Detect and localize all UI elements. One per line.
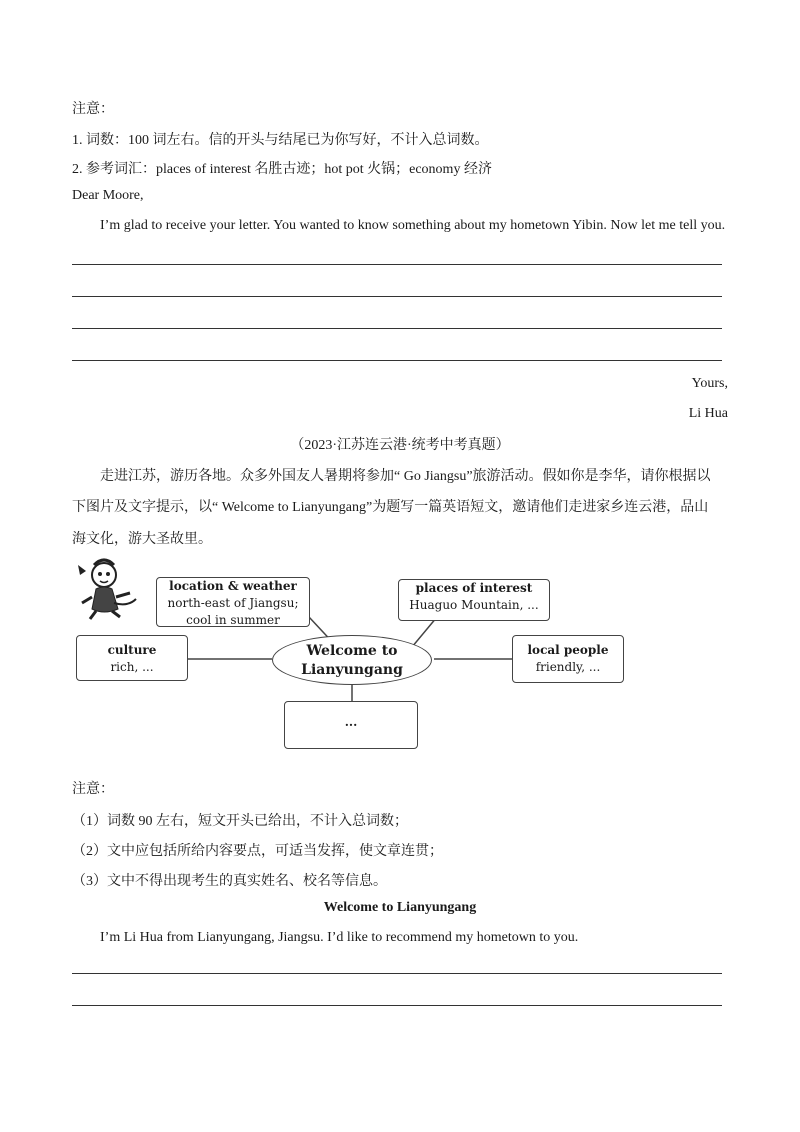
writing-line[interactable] xyxy=(72,973,722,974)
essay-opening: I’m Li Hua from Lianyungang, Jiangsu. I’d like to recommend my hometown to you. xyxy=(100,930,579,945)
writing-line[interactable] xyxy=(72,264,722,265)
letter-opening: I’m glad to receive your letter. You wanted to know something about my hometown Yibin. Now let me tell you. xyxy=(100,218,726,233)
prompt-line-2: 下图片及文字提示，以“ Welcome to Lianyungang”为题写一篇英语短文，邀请他们走进家乡连云港，品山 xyxy=(72,500,709,515)
places-of-interest-title: places of interest xyxy=(415,581,533,595)
writing-line[interactable] xyxy=(72,360,722,361)
note-heading-2: 注意： xyxy=(72,782,114,797)
location-weather-line-1: north-east of Jiangsu; xyxy=(167,596,299,610)
culture-box xyxy=(76,635,188,681)
central-topic-line-2: Lianyungang xyxy=(301,662,403,678)
places-of-interest-box xyxy=(398,579,550,621)
more-points-box xyxy=(284,701,418,749)
prompt-line-3: 海文化，游大圣故里。 xyxy=(72,532,212,547)
location-weather-line-2: cool in summer xyxy=(186,613,280,627)
mind-map xyxy=(72,555,632,755)
local-people-box xyxy=(512,635,624,683)
location-weather-title: location & weather xyxy=(169,579,297,593)
note-item-2: 2. 参考词汇：places of interest 名胜古迹；hot pot 火锅；economy 经济 xyxy=(72,162,492,177)
essay-title: Welcome to Lianyungang xyxy=(323,900,477,915)
culture-title: culture xyxy=(107,643,157,657)
local-people-line-1: friendly, ... xyxy=(535,660,601,674)
writing-line[interactable] xyxy=(72,296,722,297)
more-points-text: ... xyxy=(344,715,358,729)
places-of-interest-line-1: Huaguo Mountain, ... xyxy=(409,598,539,612)
writing-line[interactable] xyxy=(72,328,722,329)
central-topic-ellipse xyxy=(272,635,432,685)
note-item-2-1: （1）词数 90 左右，短文开头已给出，不计入总词数； xyxy=(72,814,408,829)
letter-signature: Li Hua xyxy=(688,406,728,421)
note-item-1: 1. 词数：100 词左右。信的开头与结尾已为你写好，不计入总词数。 xyxy=(72,133,489,148)
culture-line-1: rich, ... xyxy=(110,660,154,674)
monkey-king-mascot-icon xyxy=(74,557,144,621)
note-item-2-3: （3）文中不得出现考生的真实姓名、校名等信息。 xyxy=(72,874,387,889)
central-topic-line-1: Welcome to xyxy=(306,643,398,659)
note-heading: 注意： xyxy=(72,102,114,117)
question-source: （2023·江苏连云港·统考中考真题） xyxy=(290,438,510,453)
location-weather-box xyxy=(156,577,310,627)
local-people-title: local people xyxy=(527,643,609,657)
writing-line[interactable] xyxy=(72,1005,722,1006)
note-item-2-2: （2）文中应包括所给内容要点，可适当发挥，使文章连贯； xyxy=(72,844,443,859)
letter-salutation: Dear Moore, xyxy=(72,188,144,203)
letter-closing: Yours, xyxy=(691,376,728,391)
prompt-line-1: 走进江苏，游历各地。众多外国友人暑期将参加“ Go Jiangsu”旅游活动。假如你是李华，请你根据以 xyxy=(100,469,711,484)
